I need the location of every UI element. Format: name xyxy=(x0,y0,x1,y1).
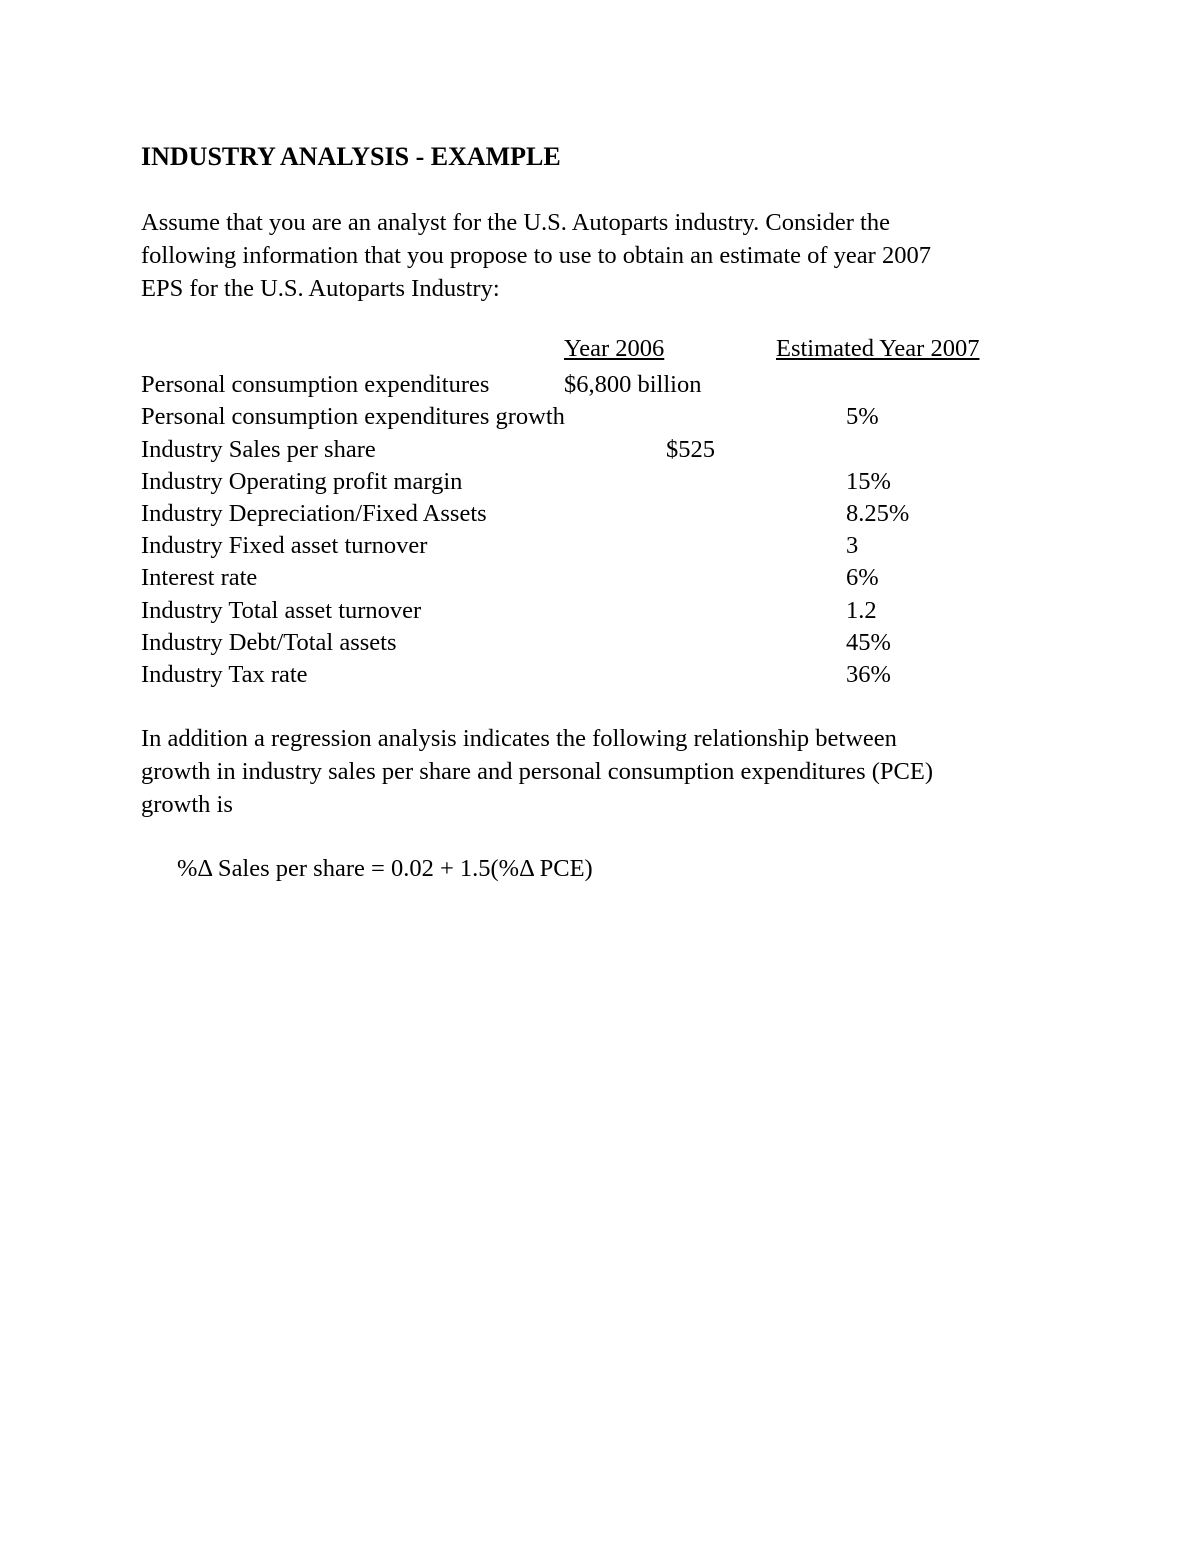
regression-line: growth is xyxy=(141,791,233,818)
value-2007: 45% xyxy=(846,629,891,656)
row-label: Interest rate xyxy=(141,564,258,591)
regression-line: growth in industry sales per share and personal consumption expenditures (PCE) xyxy=(141,758,934,785)
regression-formula: %Δ Sales per share = 0.02 + 1.5(%Δ PCE) xyxy=(177,855,593,882)
table-row xyxy=(0,561,1200,594)
table-row xyxy=(0,626,1200,659)
row-label: Industry Tax rate xyxy=(141,661,308,688)
value-2007: 5% xyxy=(846,403,879,430)
regression-paragraph xyxy=(141,722,933,821)
row-label: Personal consumption expenditures xyxy=(141,371,490,398)
intro-line: following information that you propose to use to obtain an estimate of year 2007 xyxy=(141,242,931,269)
value-2007: 1.2 xyxy=(846,597,877,624)
value-2007: 6% xyxy=(846,564,879,591)
row-label: Industry Total asset turnover xyxy=(141,597,422,624)
value-2007: 36% xyxy=(846,661,891,688)
value-2006: $525 xyxy=(666,436,715,463)
table-row xyxy=(0,400,1200,433)
value-2006: $6,800 billion xyxy=(564,371,702,398)
column-header-year-2006: Year 2006 xyxy=(564,335,665,362)
value-2007: 8.25% xyxy=(846,500,910,527)
table-row xyxy=(0,658,1200,691)
document-title: INDUSTRY ANALYSIS - EXAMPLE xyxy=(141,142,561,171)
table-row xyxy=(0,433,1200,466)
intro-paragraph xyxy=(141,206,931,305)
table-row xyxy=(0,465,1200,498)
table-row xyxy=(0,368,1200,401)
value-2007: 15% xyxy=(846,468,891,495)
value-2007: 3 xyxy=(846,532,859,559)
row-label: Personal consumption expenditures growth xyxy=(141,403,565,430)
row-label: Industry Debt/Total assets xyxy=(141,629,397,656)
row-label: Industry Depreciation/Fixed Assets xyxy=(141,500,487,527)
intro-line: Assume that you are an analyst for the U.S. Autoparts industry. Consider the xyxy=(141,209,890,236)
column-header-estimated-2007: Estimated Year 2007 xyxy=(776,335,980,362)
row-label: Industry Fixed asset turnover xyxy=(141,532,428,559)
row-label: Industry Operating profit margin xyxy=(141,468,463,495)
regression-line: In addition a regression analysis indicates the following relationship between xyxy=(141,725,897,752)
intro-line: EPS for the U.S. Autoparts Industry: xyxy=(141,275,500,302)
table-row xyxy=(0,497,1200,530)
table-row xyxy=(0,594,1200,627)
table-row xyxy=(0,529,1200,562)
row-label: Industry Sales per share xyxy=(141,436,376,463)
